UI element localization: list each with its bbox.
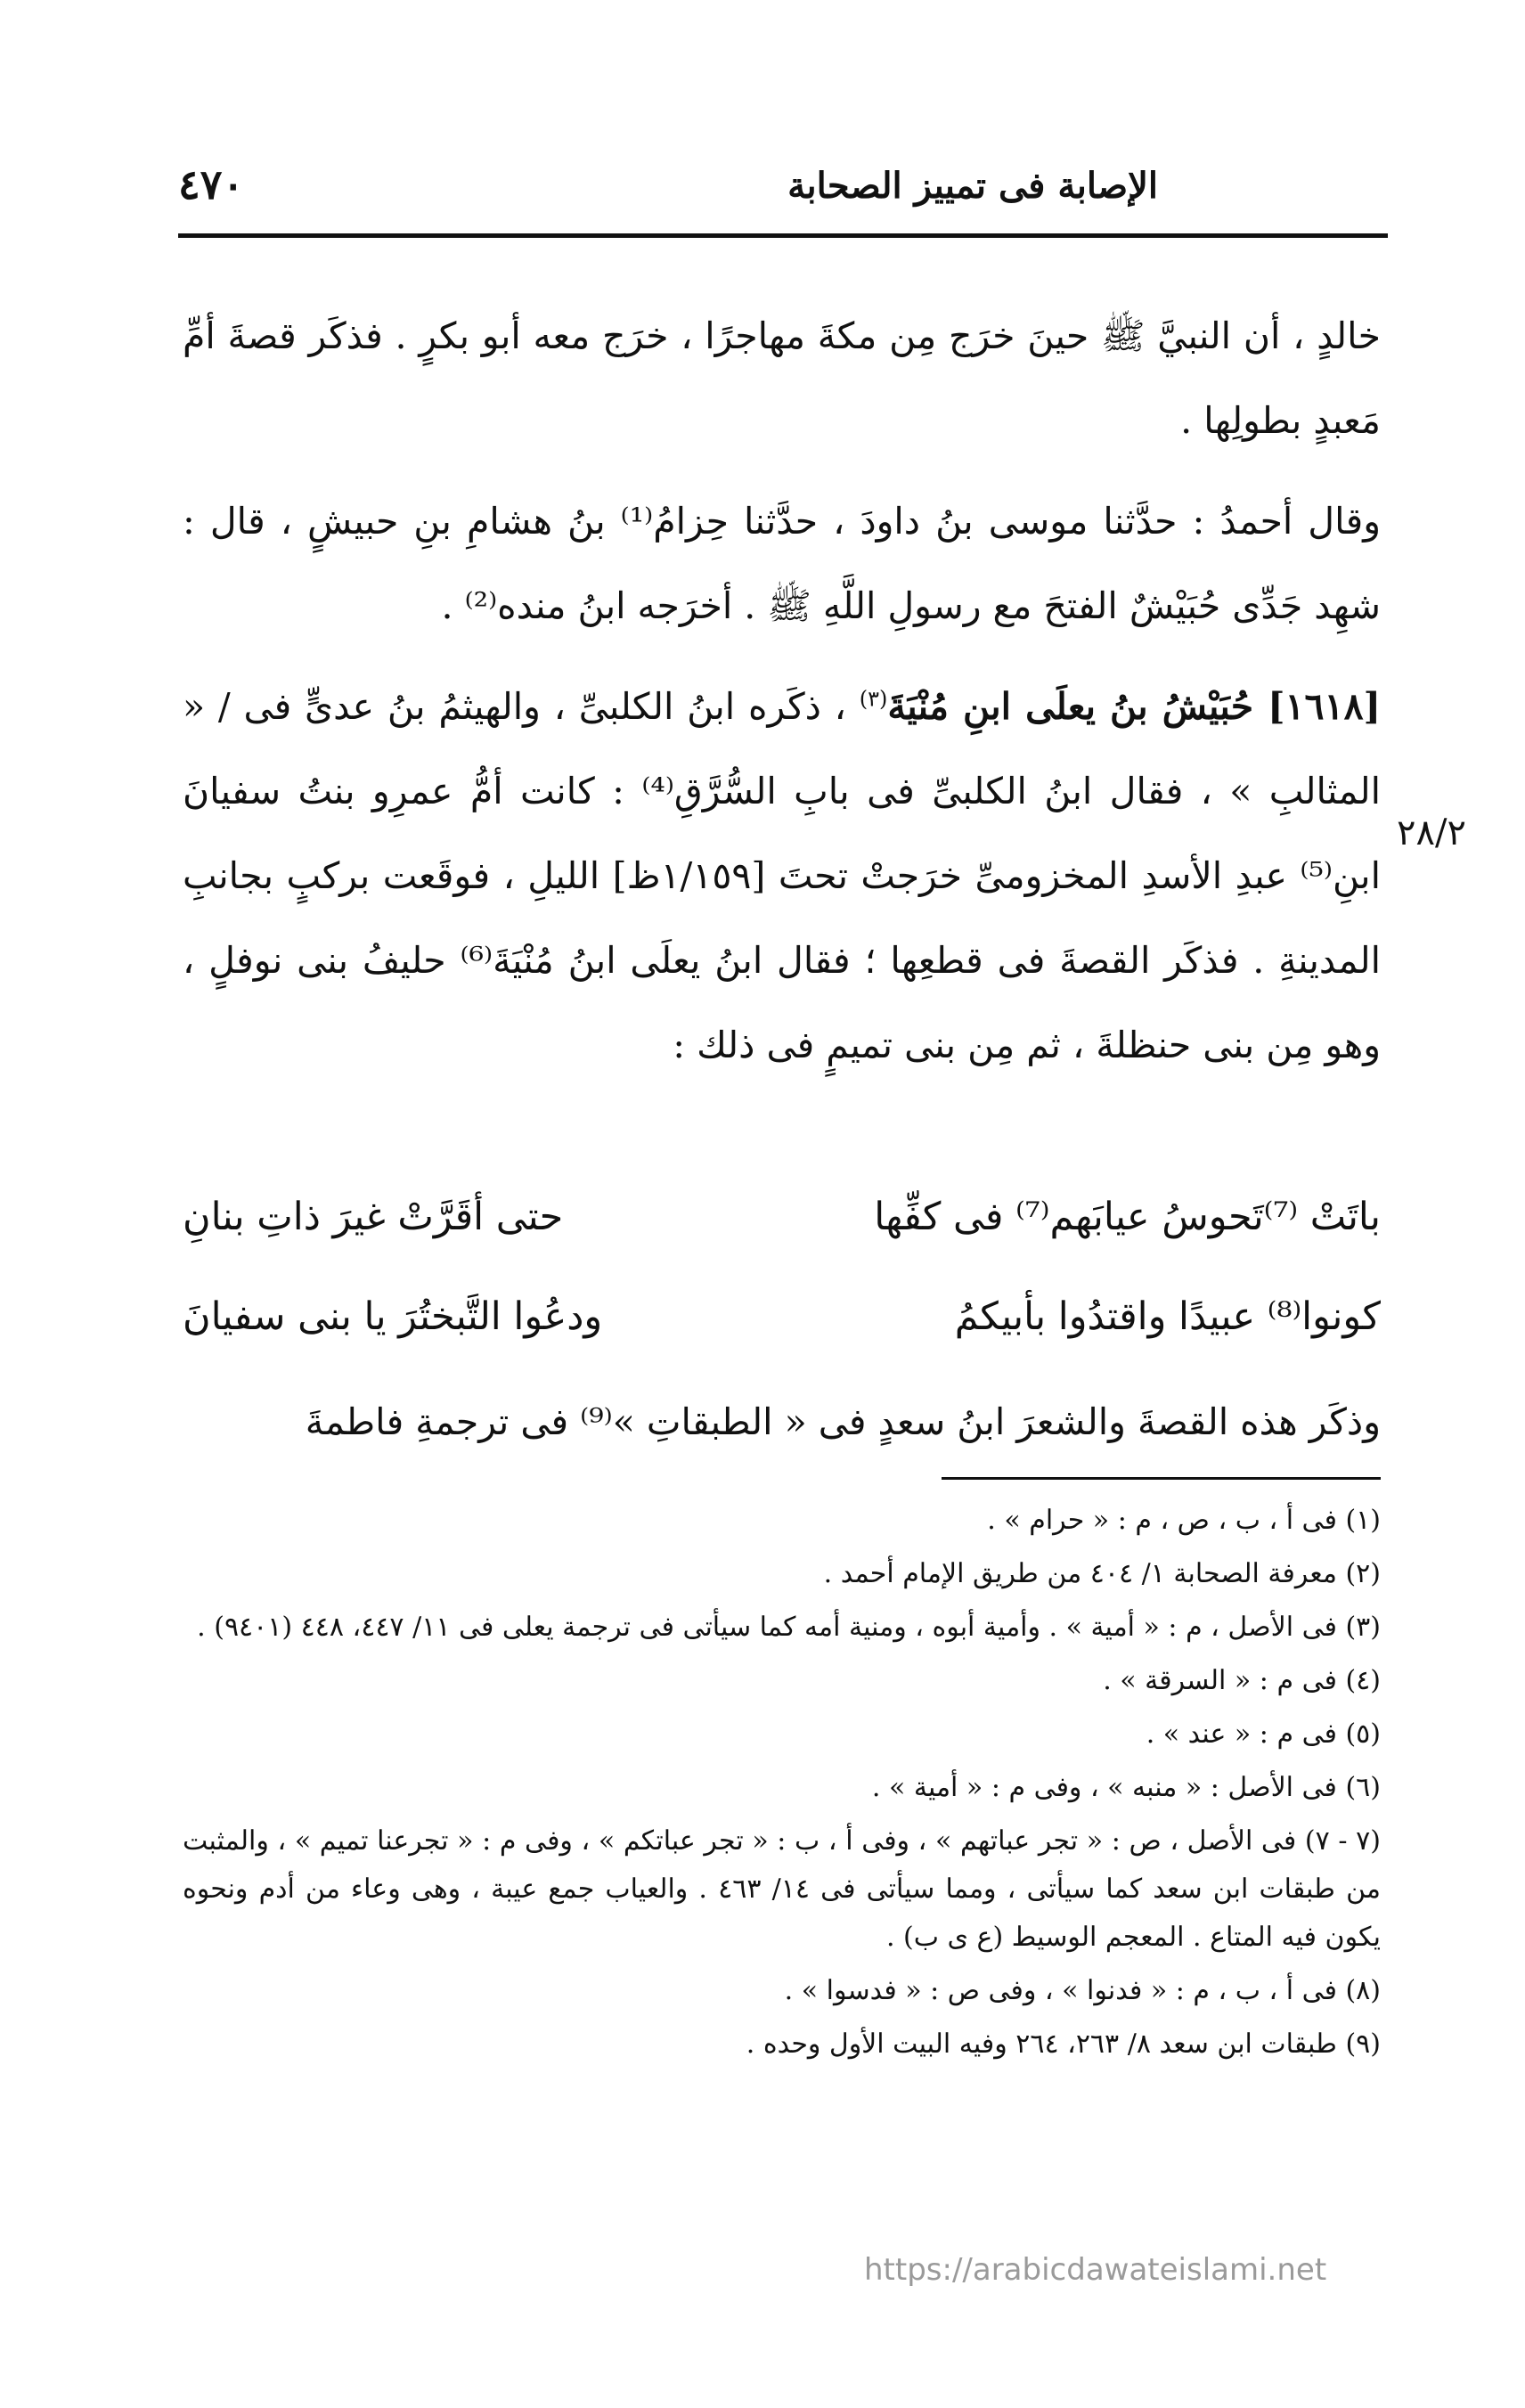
footnote: (١) فى أ ، ب ، ص ، م : « حرام » . [987,1505,1381,1536]
poem [183,1167,1381,1367]
footnote: (٨) فى أ ، ب ، م : « فدنوا » ، وفى ص : « فدسوا » . [784,1975,1381,2006]
paragraph: وقال أحمدُ : حدَّثنا موسى بنُ داودَ ، حدَّثنا حِزامُ⁽¹⁾ بنُ هشامِ بنِ حبيشٍ ، قال : شهِد جَدِّى حُبَيْشٌ الفتحَ مع رسولِ اللَّهِ ﷺ . أخرَجه ابنُ منده⁽²⁾ . [183,500,1381,627]
footnote: (٧ - ٧) فى الأصل ، ص : « تجر عباتهم » ، وفى أ ، ب : « تجر عباتكم » ، وفى م : « تجرعنا تميم » ، والمثبت من طبقات ابن سعد كما سيأتى ، ومما سيأتى فى ١٤/ ٤٦٣ . والعياب جمع عيبة ، وهى وعاء من أدم ونحوه يكون فيه المتاع . المعجم الوسيط (ع ى ب) . [183,1825,1381,1953]
verse [183,1267,1381,1367]
continuation-line: وذكَر هذه القصةَ والشعرَ ابنُ سعدٍ فى « الطبقاتِ »⁽⁹⁾ فى ترجمةِ فاطمةَ [305,1400,1381,1443]
footnote: (٥) فى م : « عند » . [1146,1718,1381,1750]
entry-paragraph [183,665,1381,1088]
verse [183,1167,1381,1267]
paragraph: خالدٍ ، أن النبيَّ ﷺ حينَ خرَج مِن مكةَ مهاجرًا ، خرَج معه أبو بكرٍ . فذكَر قصةَ أمِّ مَعبدٍ بطولِها . [183,314,1381,442]
page-number: ٤٧٠ [178,160,245,208]
verse-first-hemistich: كونوا⁽⁸⁾ عبيدًا واقتدُوا بأبيكمُ [954,1294,1381,1339]
footnote: (٩) طبقات ابن سعد ٨/ ٢٦٣، ٢٦٤ وفيه البيت الأول وحده . [746,2028,1381,2060]
footnote-rule [942,1477,1381,1480]
running-title: الإصابة فى تمييز الصحابة [787,165,1158,207]
footnote: (٣) فى الأصل ، م : « أمية » . وأمية أبوه ، ومنية أمه كما سيأتى فى ترجمة يعلى فى ١١/ ٤٤٧، ٤٤٨ (٩٤٠١) . [197,1612,1381,1643]
footnote: (٢) معرفة الصحابة ١/ ٤٠٤ من طريق الإمام أحمد . [823,1558,1381,1589]
header-rule [178,233,1388,238]
watermark: https://arabicdawateislami.net [864,2252,1327,2288]
entry-heading: [١٦١٨] حُبَيْشُ بنُ يعلَى ابنِ مُنْيَةَ [887,685,1381,728]
footnotes [183,1497,1381,2069]
footnote: (٤) فى م : « السرقة » . [1103,1665,1381,1696]
verse-second-hemistich: حتى أقَرَّتْ غيرَ ذاتِ بنانِ [183,1195,564,1239]
entry-text: ، ذكَره ابنُ الكلبىِّ ، والهيثمُ بنُ عدىٍّ فى / « المثالبِ » ، فقال ابنُ الكلبىِّ فى بابِ السُّرَّقِ⁽⁴⁾ : كانت أمُّ عمرِو بنتُ سفيانَ ابنِ⁽⁵⁾ عبدِ الأسدِ المخزومىِّ خرَجتْ تحتَ [١/١٥٩ظ] الليلِ ، فوقَعت بركبٍ بجانبِ المدينةِ . فذكَر القصةَ فى قطعِها ؛ فقال ابنُ يعلَى ابنُ مُنْيَةَ⁽⁶⁾ حليفُ بنى نوفلٍ ، وهو مِن بنى حنظلةَ ، ثم مِن بنى تميمٍ فى ذلك : [183,685,1381,1066]
margin-reference: ٢٨/٢ [1397,812,1466,853]
footnote: (٦) فى الأصل : « منبه » ، وفى م : « أمية » . [871,1772,1381,1803]
verse-first-hemistich: باتَتْ ⁽⁷⁾تَحوسُ عيابَهم⁽⁷⁾ فى كفِّها [874,1195,1381,1239]
verse-second-hemistich: ودعُوا التَّبختُرَ يا بنى سفيانَ [183,1294,603,1339]
main-text [183,294,1381,1088]
page-header [178,151,1381,223]
entry-heading-note: (٣) [859,686,888,712]
